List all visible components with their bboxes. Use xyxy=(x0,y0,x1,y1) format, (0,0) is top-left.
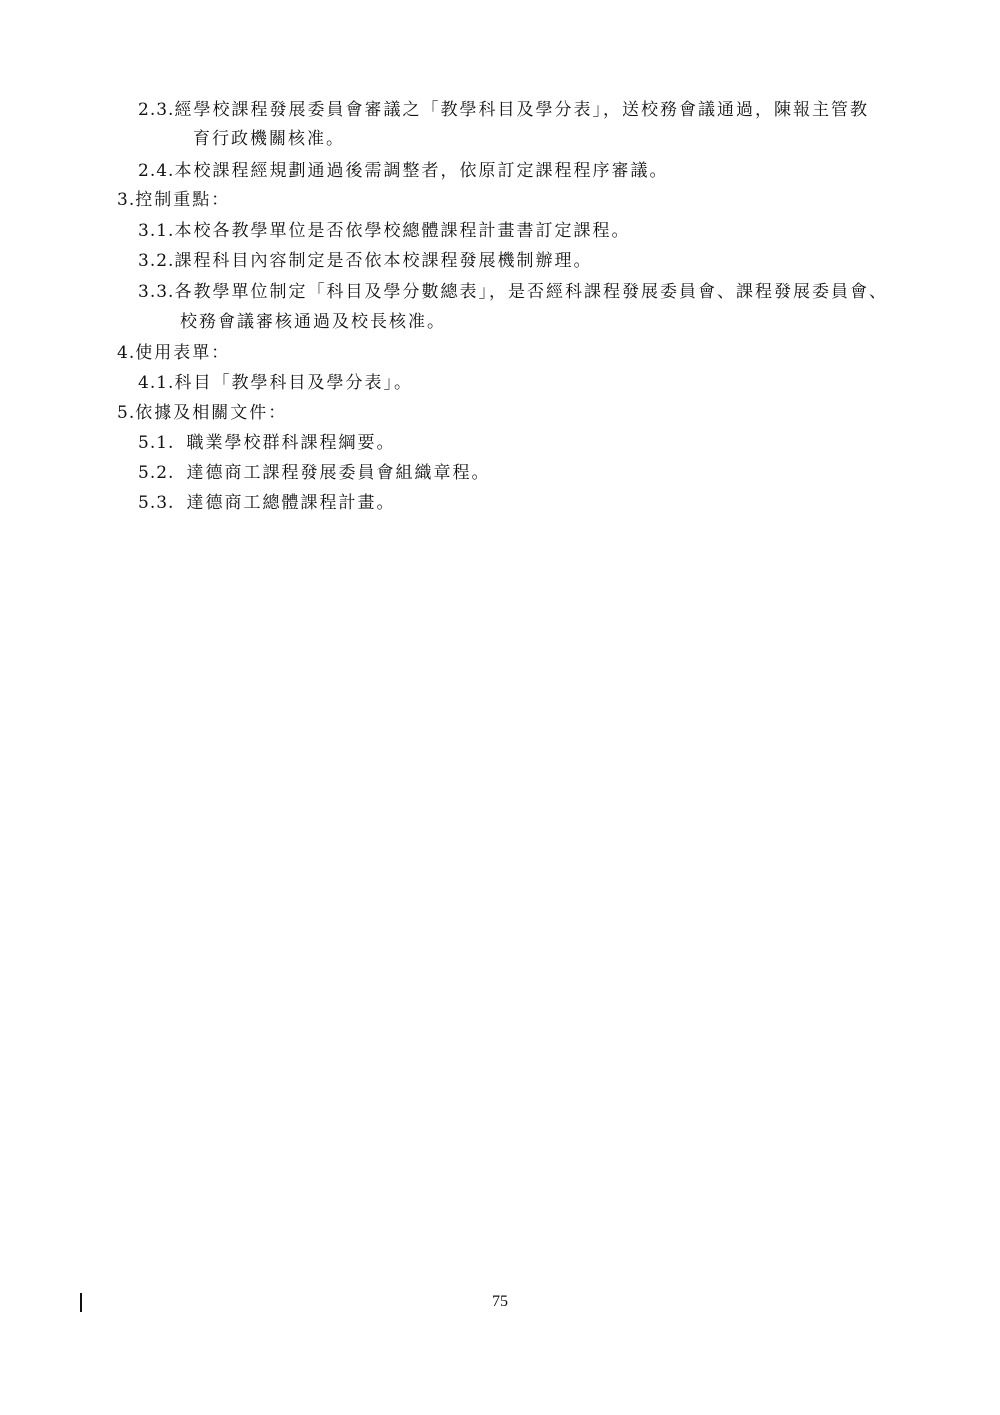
page-number: 75 xyxy=(492,1293,508,1310)
section-title: 控制重點： xyxy=(135,190,231,210)
item-number: 5.3. xyxy=(138,493,175,513)
item-number: 3.2. xyxy=(138,251,175,271)
item-text: 各教學單位制定「科目及學分數總表」，是否經科課程發展委員會、課程發展委員會、 xyxy=(174,282,888,302)
item-3-1 xyxy=(138,220,630,242)
item-text: 經學校課程發展委員會審議之「教學科目及學分表」，送校務會議通過，陳報主管教 xyxy=(174,100,869,120)
item-number: 3.1. xyxy=(138,221,175,241)
item-number: 2.4. xyxy=(138,161,175,181)
item-3-2 xyxy=(138,250,592,272)
section-3-heading xyxy=(117,189,230,211)
item-text: 本校課程經規劃通過後需調整者，依原訂定課程程序審議。 xyxy=(174,161,669,181)
section-number: 5. xyxy=(117,403,136,423)
item-number: 5.1. xyxy=(138,433,175,453)
item-text: 達德商工課程發展委員會組織章程。 xyxy=(186,463,491,483)
item-number: 3.3. xyxy=(138,282,175,302)
item-text: 職業學校群科課程綱要。 xyxy=(186,433,396,453)
item-text: 校務會議審核通過及校長核准。 xyxy=(180,312,446,332)
item-text: 科目「教學科目及學分表」。 xyxy=(174,373,413,393)
section-number: 3. xyxy=(117,190,136,210)
section-number: 4. xyxy=(117,343,136,363)
item-5-2 xyxy=(138,462,490,484)
item-3-3 xyxy=(138,281,888,303)
section-title: 使用表單： xyxy=(135,343,231,363)
item-number: 2.3. xyxy=(138,100,175,120)
item-4-1 xyxy=(138,372,413,394)
item-text: 達德商工總體課程計畫。 xyxy=(186,493,396,513)
item-text: 課程科目內容制定是否依本校課程發展機制辦理。 xyxy=(174,251,593,271)
item-2-3-continuation xyxy=(193,128,345,150)
item-3-3-continuation xyxy=(180,311,446,333)
item-text: 育行政機關核准。 xyxy=(193,129,345,149)
item-5-3 xyxy=(138,492,395,514)
section-5-heading xyxy=(117,402,287,424)
section-title: 依據及相關文件： xyxy=(135,403,288,423)
item-text: 本校各教學單位是否依學校總體課程計畫書訂定課程。 xyxy=(174,221,631,241)
item-number: 5.2. xyxy=(138,463,175,483)
item-2-3 xyxy=(138,99,869,121)
item-5-1 xyxy=(138,432,395,454)
item-2-4 xyxy=(138,160,668,182)
item-number: 4.1. xyxy=(138,373,175,393)
section-4-heading xyxy=(117,342,230,364)
